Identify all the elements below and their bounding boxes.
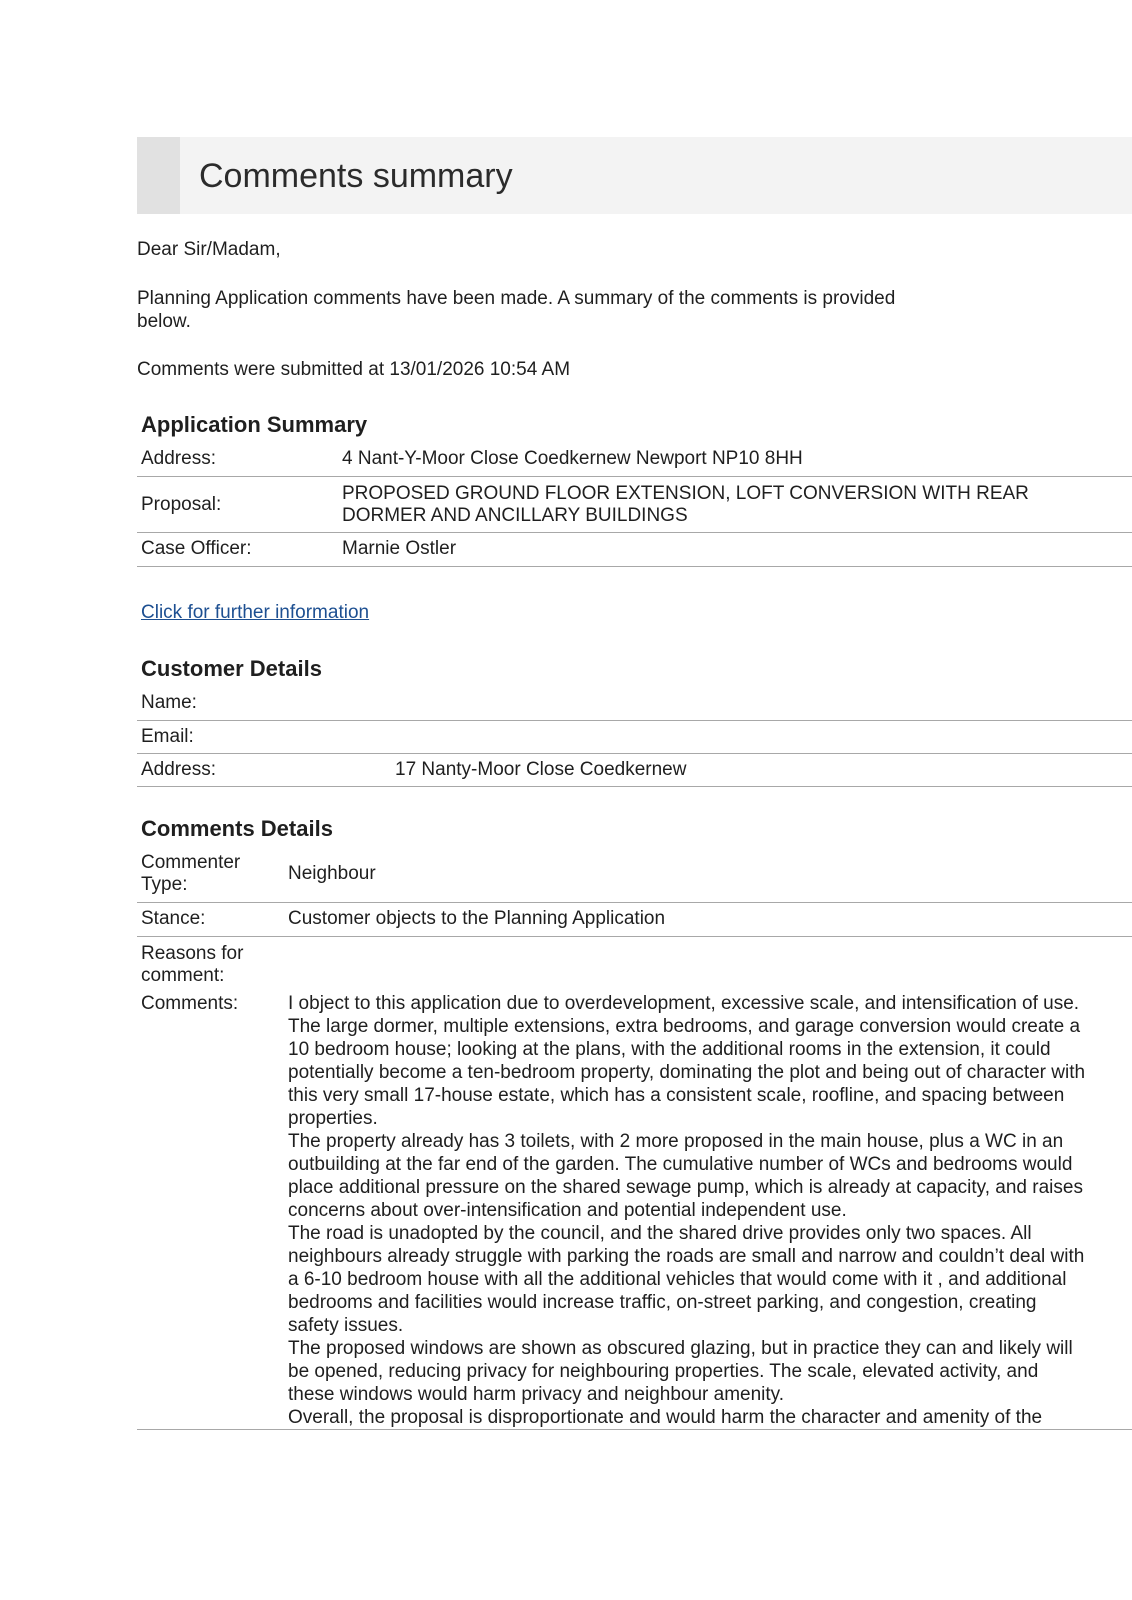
table-row xyxy=(137,721,1132,754)
reasons-label-line1: Reasons for xyxy=(141,943,244,964)
submitted-timestamp: Comments were submitted at 13/01/2026 10:54 AM xyxy=(137,359,571,380)
table-row xyxy=(137,754,1132,787)
comment-line: be opened, reducing privacy for neighbouring properties. The scale, elevated activity, and xyxy=(288,1361,1039,1382)
comment-line: this very small 17-house estate, which has a consistent scale, roofline, and spacing between xyxy=(288,1085,1065,1106)
comment-line: 10 bedroom house; looking at the plans, with the additional rooms in the extension, it could xyxy=(288,1039,1051,1060)
comments-details-table xyxy=(137,847,1132,1430)
table-row xyxy=(137,937,1132,992)
reasons-label-line2: comment: xyxy=(141,965,225,986)
customer-details-title: Customer Details xyxy=(141,656,322,681)
commenter-type-value: Neighbour xyxy=(288,863,376,884)
proposal-value-line2: DORMER AND ANCILLARY BUILDINGS xyxy=(342,505,688,526)
comment-line: The large dormer, multiple extensions, extra bedrooms, and garage conversion would create a xyxy=(288,1016,1081,1037)
intro-message-line2: below. xyxy=(137,311,191,332)
application-summary-table xyxy=(137,443,1132,567)
comment-line: potentially become a ten-bedroom property, dominating the plot and being out of character with xyxy=(288,1062,1086,1083)
commenter-type-label-line1: Commenter xyxy=(141,852,241,873)
proposal-label: Proposal: xyxy=(141,494,222,515)
customer-email-label: Email: xyxy=(141,726,194,747)
table-row xyxy=(137,533,1132,567)
customer-name-label: Name: xyxy=(141,692,197,713)
page-title: Comments summary xyxy=(199,157,513,195)
comment-line: The property already has 3 toilets, with 2 more proposed in the main house, plus a WC in an xyxy=(288,1131,1064,1152)
comments-label: Comments: xyxy=(141,993,239,1014)
intro-message-line1: Planning Application comments have been made. A summary of the comments is provided xyxy=(137,288,896,309)
comment-line: neighbours already struggle with parking the roads are small and narrow and couldn’t deal with xyxy=(288,1246,1085,1267)
comment-line: these windows would harm privacy and neighbour amenity. xyxy=(288,1384,785,1405)
comments-text xyxy=(288,992,1085,1429)
comment-line: The road is unadopted by the council, and the shared drive provides only two spaces. All xyxy=(288,1223,1032,1244)
header-banner xyxy=(137,137,1132,214)
comments-details-title: Comments Details xyxy=(141,816,333,841)
customer-details-table xyxy=(137,688,1132,787)
comment-line: I object to this application due to overdevelopment, excessive scale, and intensification of use. xyxy=(288,993,1080,1014)
stance-value: Customer objects to the Planning Application xyxy=(288,908,666,929)
comment-line: a 6-10 bedroom house with all the additional vehicles that would come with it , and additional xyxy=(288,1269,1067,1290)
table-row xyxy=(137,847,1132,903)
comment-line: concerns about over-intensification and potential independent use. xyxy=(288,1200,847,1221)
header-accent-bar xyxy=(137,137,180,214)
customer-address-label: Address: xyxy=(141,759,216,780)
comment-line: place additional pressure on the shared sewage pump, which is already at capacity, and raises xyxy=(288,1177,1083,1198)
proposal-value-line1: PROPOSED GROUND FLOOR EXTENSION, LOFT CONVERSION WITH REAR xyxy=(342,483,1029,504)
application-summary-title: Application Summary xyxy=(141,412,368,437)
further-information-link[interactable]: Click for further information xyxy=(141,602,370,623)
table-row xyxy=(137,443,1132,477)
comment-line: bedrooms and facilities would increase traffic, on-street parking, and congestion, creating xyxy=(288,1292,1037,1313)
comment-line: Overall, the proposal is disproportionate and would harm the character and amenity of the xyxy=(288,1407,1043,1428)
comment-line: outbuilding at the far end of the garden. The cumulative number of WCs and bedrooms would xyxy=(288,1154,1073,1175)
table-row xyxy=(137,992,1132,1430)
address-label: Address: xyxy=(141,448,216,469)
comment-line: The proposed windows are shown as obscured glazing, but in practice they can and likely will xyxy=(288,1338,1073,1359)
address-value: 4 Nant-Y-Moor Close Coedkernew Newport NP10 8HH xyxy=(342,448,803,469)
stance-label: Stance: xyxy=(141,908,206,929)
table-row xyxy=(137,477,1132,533)
commenter-type-label-line2: Type: xyxy=(141,874,188,895)
table-row xyxy=(137,903,1132,937)
case-officer-label: Case Officer: xyxy=(141,538,252,559)
customer-address-value: 17 Nanty-Moor Close Coedkernew xyxy=(395,759,687,780)
greeting: Dear Sir/Madam, xyxy=(137,239,281,260)
comment-line: properties. xyxy=(288,1108,378,1129)
case-officer-value: Marnie Ostler xyxy=(342,538,457,559)
table-row xyxy=(137,688,1132,721)
comment-line: safety issues. xyxy=(288,1315,404,1336)
